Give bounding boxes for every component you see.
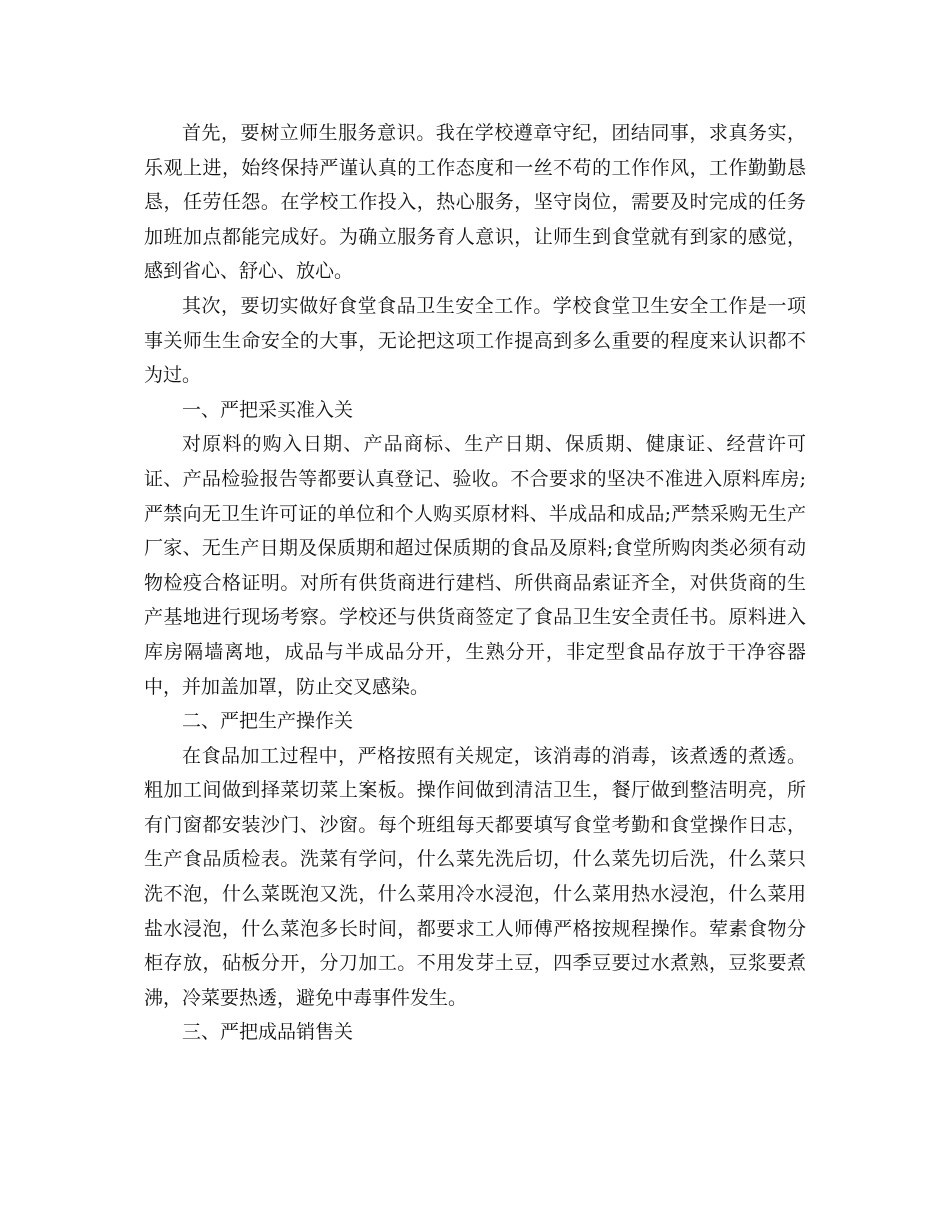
document-body (144, 116, 806, 1050)
section-heading-production: 二、严把生产操作关 (182, 710, 354, 733)
paragraph-purchasing: 对原料的购入日期、产品商标、生产日期、保质期、健康证、经营许可证、产品检验报告等都要认真登记、验收。不合要求的坚决不准进入原料库房;严禁向无卫生许可证的单位和个人购买原材料、半成品和成品;严禁采购无生产厂家、无生产日期及保质期和超过保质期的食品及原料;食堂所购肉类必须有动物检疫合格证明。对所有供货商进行建档、所供商品索证齐全，对供货商的生产基地进行现场考察。学校还与供货商签定了食品卫生安全责任书。原料进入库房隔墙离地，成品与半成品分开，生熟分开，非定型食品存放于干净容器中，并加盖加罩，防止交叉感染。 (144, 433, 806, 698)
paragraph-food-safety-intro: 其次，要切实做好食堂食品卫生安全工作。学校食堂卫生安全工作是一项事关师生生命安全的大事，无论把这项工作提高到多么重要的程度来认识都不为过。 (144, 294, 806, 387)
section-heading-purchasing: 一、严把采买准入关 (182, 398, 354, 421)
section-heading-sales: 三、严把成品销售关 (182, 1021, 354, 1044)
paragraph-service-awareness: 首先，要树立师生服务意识。我在学校遵章守纪，团结同事，求真务实，乐观上进，始终保持严谨认真的工作态度和一丝不苟的工作作风，工作勤勤恳恳，任劳任怨。在学校工作投入，热心服务，坚守岗位，需要及时完成的任务加班加点都能完成好。为确立服务育人意识，让师生到食堂就有到家的感觉，感到省心、舒心、放心。 (144, 122, 806, 283)
paragraph-production: 在食品加工过程中，严格按照有关规定，该消毒的消毒，该煮透的煮透。粗加工间做到择菜切菜上案板。操作间做到清洁卫生，餐厅做到整洁明亮，所有门窗都安装沙门、沙窗。每个班组每天都要填写食堂考勤和食堂操作日志，生产食品质检表。洗菜有学问，什么菜先洗后切，什么菜先切后洗，什么菜只洗不泡，什么菜既泡又洗，什么菜用冷水浸泡，什么菜用热水浸泡，什么菜用盐水浸泡，什么菜泡多长时间，都要求工人师傅严格按规程操作。荤素食物分柜存放，砧板分开，分刀加工。不用发芽土豆，四季豆要过水煮熟，豆浆要煮沸，冷菜要热透，避免中毒事件发生。 (144, 744, 806, 1009)
